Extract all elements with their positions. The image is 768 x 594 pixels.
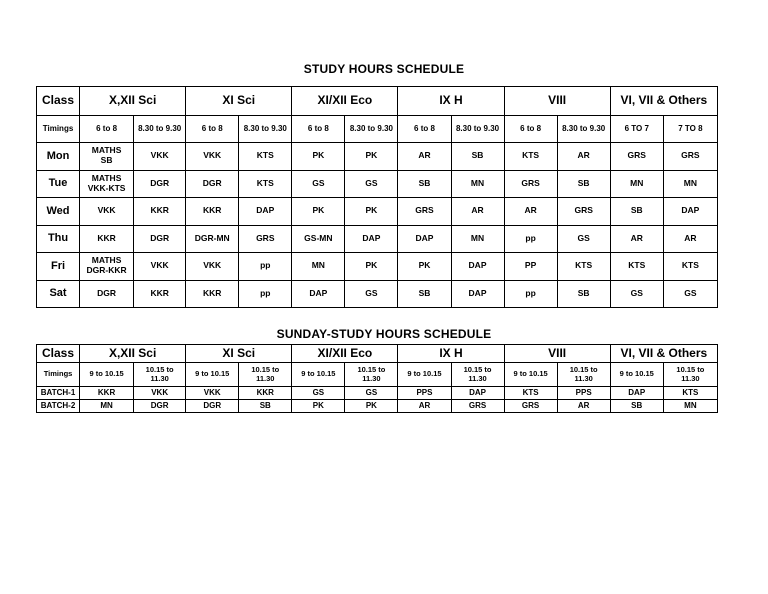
schedule-cell: GRS [451, 400, 504, 413]
group-header: XI/XII Eco [292, 87, 398, 116]
schedule-cell: AR [398, 400, 451, 413]
schedule-cell: VKK [134, 253, 186, 281]
schedule-cell: KTS [239, 170, 292, 198]
schedule-cell: SB [398, 280, 451, 308]
schedule-cell: DAP [292, 280, 345, 308]
schedule-cell: VKK [186, 253, 239, 281]
group-header: XI/XII Eco [292, 345, 398, 363]
schedule-cell: DGR [80, 280, 134, 308]
schedule-cell: DAP [239, 198, 292, 226]
timing-cell: 6 to 8 [398, 116, 451, 143]
schedule-cell: GS [345, 280, 398, 308]
schedule-cell: AR [663, 225, 717, 253]
table-row [37, 198, 718, 226]
schedule-cell: MN [610, 170, 663, 198]
group-header: X,XII Sci [80, 87, 186, 116]
sunday-hours-table [36, 344, 718, 413]
timing-cell: 10.15 to 11.30 [345, 363, 398, 387]
schedule-cell: PK [292, 400, 345, 413]
schedule-cell: MN [663, 400, 717, 413]
schedule-cell: KKR [134, 280, 186, 308]
schedule-cell: GRS [557, 198, 610, 226]
schedule-cell: DAP [663, 198, 717, 226]
schedule-cell: VKK [186, 143, 239, 171]
schedule-body [37, 143, 718, 308]
schedule-cell: DGR [134, 225, 186, 253]
schedule-cell: KKR [80, 225, 134, 253]
timing-cell: 6 to 8 [186, 116, 239, 143]
table-row [37, 170, 718, 198]
timing-cell: 9 to 10.15 [292, 363, 345, 387]
schedule-cell: KKR [186, 198, 239, 226]
sunday-title: SUNDAY-STUDY HOURS SCHEDULE [276, 327, 492, 341]
timing-cell: 10.15 to 11.30 [663, 363, 717, 387]
schedule-cell: GRS [663, 143, 717, 171]
timing-cell: 9 to 10.15 [186, 363, 239, 387]
timing-cell: 9 to 10.15 [504, 363, 557, 387]
group-header: VIII [504, 87, 610, 116]
class-label: Class [37, 87, 80, 116]
schedule-cell: DAP [451, 387, 504, 400]
schedule-cell: GS-MN [292, 225, 345, 253]
schedule-cell: KTS [663, 387, 717, 400]
group-header: XI Sci [186, 87, 292, 116]
schedule-cell: AR [451, 198, 504, 226]
timing-cell: 8.30 to 9.30 [451, 116, 504, 143]
timings-row [37, 116, 718, 143]
schedule-cell: pp [239, 253, 292, 281]
schedule-cell: GS [292, 170, 345, 198]
schedule-cell: KTS [504, 387, 557, 400]
schedule-cell: DAP [345, 225, 398, 253]
schedule-cell: KKR [186, 280, 239, 308]
schedule-cell: GRS [504, 400, 557, 413]
schedule-cell: AR [504, 198, 557, 226]
schedule-cell: AR [398, 143, 451, 171]
timing-cell: 9 to 10.15 [610, 363, 663, 387]
schedule-cell: SB [451, 143, 504, 171]
timing-cell: 10.15 to 11.30 [451, 363, 504, 387]
timing-cell: 6 to 8 [292, 116, 345, 143]
timings-label: Timings [37, 363, 80, 387]
group-header: X,XII Sci [80, 345, 186, 363]
schedule-cell: DAP [398, 225, 451, 253]
schedule-cell: GS [557, 225, 610, 253]
sunday-body [37, 387, 718, 413]
schedule-cell: MN [451, 170, 504, 198]
group-header: IX H [398, 345, 504, 363]
timing-cell: 10.15 to 11.30 [239, 363, 292, 387]
timing-cell: 6 to 8 [80, 116, 134, 143]
schedule-cell: VKK [134, 143, 186, 171]
group-header-row [37, 345, 718, 363]
schedule-cell: MN [663, 170, 717, 198]
class-label: Class [37, 345, 80, 363]
schedule-cell: pp [504, 225, 557, 253]
schedule-cell: GS [345, 170, 398, 198]
timing-cell: 10.15 to 11.30 [134, 363, 186, 387]
group-header: VI, VII & Others [610, 345, 717, 363]
schedule-cell: PP [504, 253, 557, 281]
schedule-cell: GS [610, 280, 663, 308]
schedule-cell: DAP [451, 280, 504, 308]
schedule-cell: SB [557, 170, 610, 198]
schedule-cell: AR [557, 400, 610, 413]
timing-cell: 6 TO 7 [610, 116, 663, 143]
schedule-cell: PK [345, 143, 398, 171]
schedule-cell: MN [451, 225, 504, 253]
schedule-cell: PPS [557, 387, 610, 400]
schedule-cell: MN [80, 400, 134, 413]
timing-cell: 8.30 to 9.30 [345, 116, 398, 143]
timings-row [37, 363, 718, 387]
schedule-cell: VKK [186, 387, 239, 400]
day-label: Sat [37, 280, 80, 308]
table-row [37, 400, 718, 413]
table-row [37, 253, 718, 281]
schedule-cell: MATHS VKK-KTS [80, 170, 134, 198]
group-header: VI, VII & Others [610, 87, 717, 116]
schedule-cell: pp [504, 280, 557, 308]
schedule-cell: KTS [663, 253, 717, 281]
schedule-cell: AR [557, 143, 610, 171]
day-label: BATCH-2 [37, 400, 80, 413]
schedule-cell: GRS [504, 170, 557, 198]
day-label: Mon [37, 143, 80, 171]
schedule-cell: MATHS DGR-KKR [80, 253, 134, 281]
schedule-cell: GS [663, 280, 717, 308]
schedule-cell: KKR [80, 387, 134, 400]
schedule-cell: GS [292, 387, 345, 400]
timings-label: Timings [37, 116, 80, 143]
schedule-cell: PK [345, 253, 398, 281]
schedule-cell: KTS [239, 143, 292, 171]
schedule-cell: VKK [80, 198, 134, 226]
schedule-cell: PK [398, 253, 451, 281]
day-label: Thu [37, 225, 80, 253]
schedule-cell: DGR-MN [186, 225, 239, 253]
timing-cell: 6 to 8 [504, 116, 557, 143]
schedule-cell: PK [345, 198, 398, 226]
schedule-cell: KTS [610, 253, 663, 281]
day-label: Wed [37, 198, 80, 226]
timing-cell: 9 to 10.15 [398, 363, 451, 387]
schedule-title: STUDY HOURS SCHEDULE [303, 62, 465, 76]
schedule-cell: PK [292, 198, 345, 226]
timing-cell: 8.30 to 9.30 [239, 116, 292, 143]
schedule-cell: SB [557, 280, 610, 308]
schedule-cell: DGR [134, 400, 186, 413]
schedule-cell: VKK [134, 387, 186, 400]
day-label: Fri [37, 253, 80, 281]
schedule-cell: DAP [451, 253, 504, 281]
schedule-cell: GRS [239, 225, 292, 253]
schedule-cell: GRS [398, 198, 451, 226]
group-header-row [37, 87, 718, 116]
group-header: XI Sci [186, 345, 292, 363]
table-row [37, 225, 718, 253]
schedule-cell: PK [292, 143, 345, 171]
day-label: BATCH-1 [37, 387, 80, 400]
timing-cell: 7 TO 8 [663, 116, 717, 143]
schedule-cell: KTS [557, 253, 610, 281]
schedule-cell: PPS [398, 387, 451, 400]
schedule-cell: SB [610, 400, 663, 413]
schedule-cell: SB [398, 170, 451, 198]
table-row [37, 280, 718, 308]
schedule-cell: PK [345, 400, 398, 413]
schedule-cell: GRS [610, 143, 663, 171]
schedule-cell: DGR [134, 170, 186, 198]
schedule-cell: DGR [186, 400, 239, 413]
table-row [37, 387, 718, 400]
schedule-cell: GS [345, 387, 398, 400]
table-row [37, 143, 718, 171]
schedule-cell: SB [239, 400, 292, 413]
timing-cell: 8.30 to 9.30 [557, 116, 610, 143]
schedule-cell: KKR [239, 387, 292, 400]
schedule-cell: DGR [186, 170, 239, 198]
timing-cell: 8.30 to 9.30 [134, 116, 186, 143]
schedule-cell: DAP [610, 387, 663, 400]
schedule-cell: pp [239, 280, 292, 308]
group-header: IX H [398, 87, 504, 116]
schedule-cell: SB [610, 198, 663, 226]
study-hours-table [36, 86, 718, 308]
schedule-cell: MATHS SB [80, 143, 134, 171]
timing-cell: 9 to 10.15 [80, 363, 134, 387]
schedule-cell: MN [292, 253, 345, 281]
group-header: VIII [504, 345, 610, 363]
schedule-cell: KKR [134, 198, 186, 226]
schedule-cell: KTS [504, 143, 557, 171]
schedule-cell: AR [610, 225, 663, 253]
timing-cell: 10.15 to 11.30 [557, 363, 610, 387]
day-label: Tue [37, 170, 80, 198]
